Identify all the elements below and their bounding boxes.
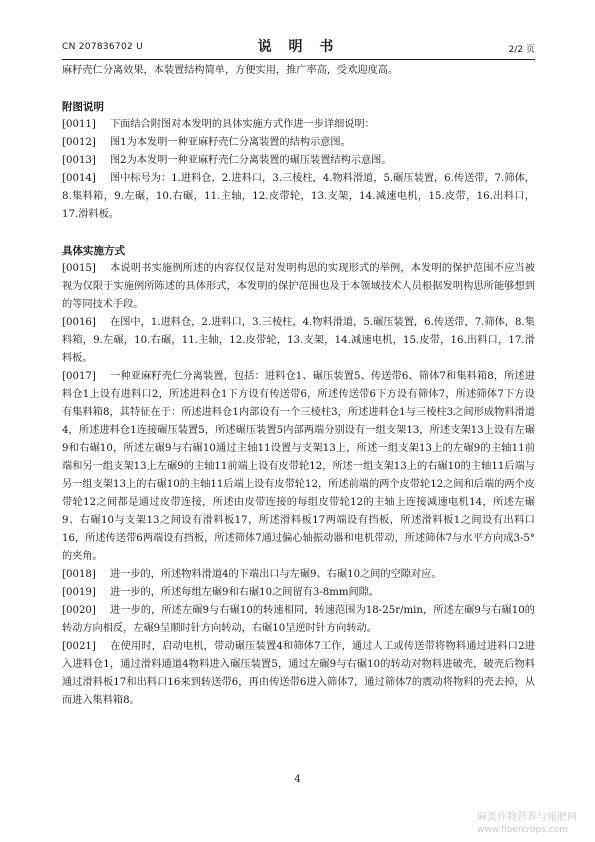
paragraph-number: [0011] (62, 119, 96, 130)
paragraph-0017 (62, 368, 535, 566)
paragraph-text: 下面结合附图对本发明的具体实施方式作进一步详细说明： (110, 119, 375, 130)
section-heading-figures: 附图说明 (62, 101, 104, 113)
patent-number: CN 207836702 U (62, 42, 144, 52)
paragraph-text: 图1为本发明一种亚麻籽壳仁分离装置的结构示意图。 (110, 137, 351, 148)
paragraph-0012 (62, 134, 535, 152)
paragraph-number: [0014] (62, 173, 96, 184)
paragraph-number: [0017] (62, 371, 96, 382)
paragraph-text: 一种亚麻籽壳仁分离装置，包括：进料仓1、碾压装置5、传送带6、筛体7和集料箱8，所述进料仓1上设有进料口2，所述进料仓1下方设有传送带6，所述传送带6下方设有筛体7，所述筛体7下方设有集料箱8，其特征在于：所述进料仓1内部设有一个三棱柱3，所述进料仓1与三棱柱3之间形成物料滑道4，所述进料仓1连接碾压装置5，所述碾压装置5内部两端分别设有一组支架13，所述支架13上设有左碾9和右碾10，所述左碾9与右碾10通过主轴11设置与支架13上，所述一组支架13上的左碾9的主轴11前端和另一组支架13上左碾9的主轴11前端上设有皮带轮12，所述一组支架13上的右碾10的主轴11后端与另一组支架13上的右碾10的主轴11后端上设有皮带轮12，所述前端的两个皮带轮12之间和后端的两个皮带轮12之间都是通过皮带连接，所述由皮带连接的每组皮带轮12的主轴上连接减速电机14，所述左碾9、右碾10与支架13之间设有滑料板17，所述滑料板17两端设有挡板，所述滑料板1之间设有出料口16，所述传送带6两端设有挡板，所述筛体7通过偏心轴振动器和电机带动，所述筛体7与水平方向成3-5°的夹角。 (62, 371, 535, 562)
paragraph-0018 (62, 566, 535, 584)
page-indicator: 2/2 页 (508, 45, 535, 55)
paragraph-text: 进一步的，所述左碾9与右碾10的转速相同，转速范围为18-25r/min，所述左碾9与右碾10的转动方向相反，左碾9呈顺时针方向转动，右碾10呈逆时针方向转动。 (62, 605, 535, 634)
paragraph-text: 进一步的，所述每组左碾9和右碾10之间留有3-8mm间隙。 (110, 587, 380, 598)
paragraph-text: 在使用时，启动电机，带动碾压装置4和筛体7工作，通过人工或传送带将物料通过进料口2进入进料仓1，通过滑料通道4物料进入碾压装置5，通过左碾9与右碾10的转动对物料进破壳，破壳后物料通过滑料板17和出料口16来到转送带6，再由传送带6进入筛体7，通过筛体7的震动将物料的壳去掉，从而进入集料箱8。 (62, 641, 535, 706)
watermark-text: 麻类作物营养与施肥网 (477, 812, 577, 823)
paragraph-text: 进一步的，所述物料滑道4的下端出口与左碾9、右碾10之间的空隙对应。 (110, 569, 442, 580)
paragraph-text: 在图中，1.进料仓，2.进料口，3.三棱柱，4.物料滑道，5.碾压装置，6.传送带，7.筛体，8.集料箱，9.左碾，10.右碾，11.主轴，12.皮带轮，13.支架，14.减速电机，15.皮带，16.出料口，17.滑料板。 (62, 317, 535, 364)
intro-paragraph: 麻籽壳仁分离效果，本装置结构简单，方便实用，推广率高，受欢迎度高。 (62, 65, 399, 76)
embodiment-section (62, 260, 535, 710)
paragraph-text: 本说明书实施例所述的内容仅仅是对发明构思的实现形式的举例，本发明的保护范围不应当被视为仅限于实施例所陈述的具体形式，本发明的保护范围也及于本领域技术人员根据发明构思所能够想到的等同技术手段。 (62, 263, 535, 310)
site-watermark (477, 812, 577, 836)
paragraph-0013 (62, 152, 535, 170)
header-divider (62, 59, 535, 60)
paragraph-text: 图2为本发明一种亚麻籽壳仁分离装置的碾压装置结构示意图。 (110, 155, 392, 166)
paragraph-number: [0018] (62, 569, 96, 580)
page-header (62, 36, 535, 56)
paragraph-text: 图中标号为：1.进料仓，2.进料口，3.三棱柱，4.物料滑道，5.碾压装置，6.传送带，7.筛体，8.集料箱，9.左碾，10.右碾，11.主轴，12.皮带轮，13.支架，14.减速电机，15.皮带，16.出料口，17.滑料板。 (62, 173, 535, 220)
paragraph-0020 (62, 602, 535, 638)
paragraph-number: [0020] (62, 605, 96, 616)
paragraph-0015 (62, 260, 535, 314)
paragraph-number: [0013] (62, 155, 96, 166)
figures-section (62, 116, 535, 224)
paragraph-0011 (62, 116, 535, 134)
paragraph-number: [0019] (62, 587, 96, 598)
paragraph-number: [0016] (62, 317, 96, 328)
paragraph-0014 (62, 170, 535, 224)
page-number: 4 (294, 774, 301, 785)
section-heading-embodiment: 具体实施方式 (62, 245, 125, 257)
paragraph-0016 (62, 314, 535, 368)
paragraph-number: [0012] (62, 137, 96, 148)
watermark-url: www.fibercrops.com (477, 825, 568, 835)
paragraph-0019 (62, 584, 535, 602)
paragraph-number: [0015] (62, 263, 96, 274)
document-body (62, 62, 535, 710)
document-type-title: 说 明 书 (257, 39, 340, 55)
paragraph-0021 (62, 638, 535, 710)
paragraph-number: [0021] (62, 641, 96, 652)
